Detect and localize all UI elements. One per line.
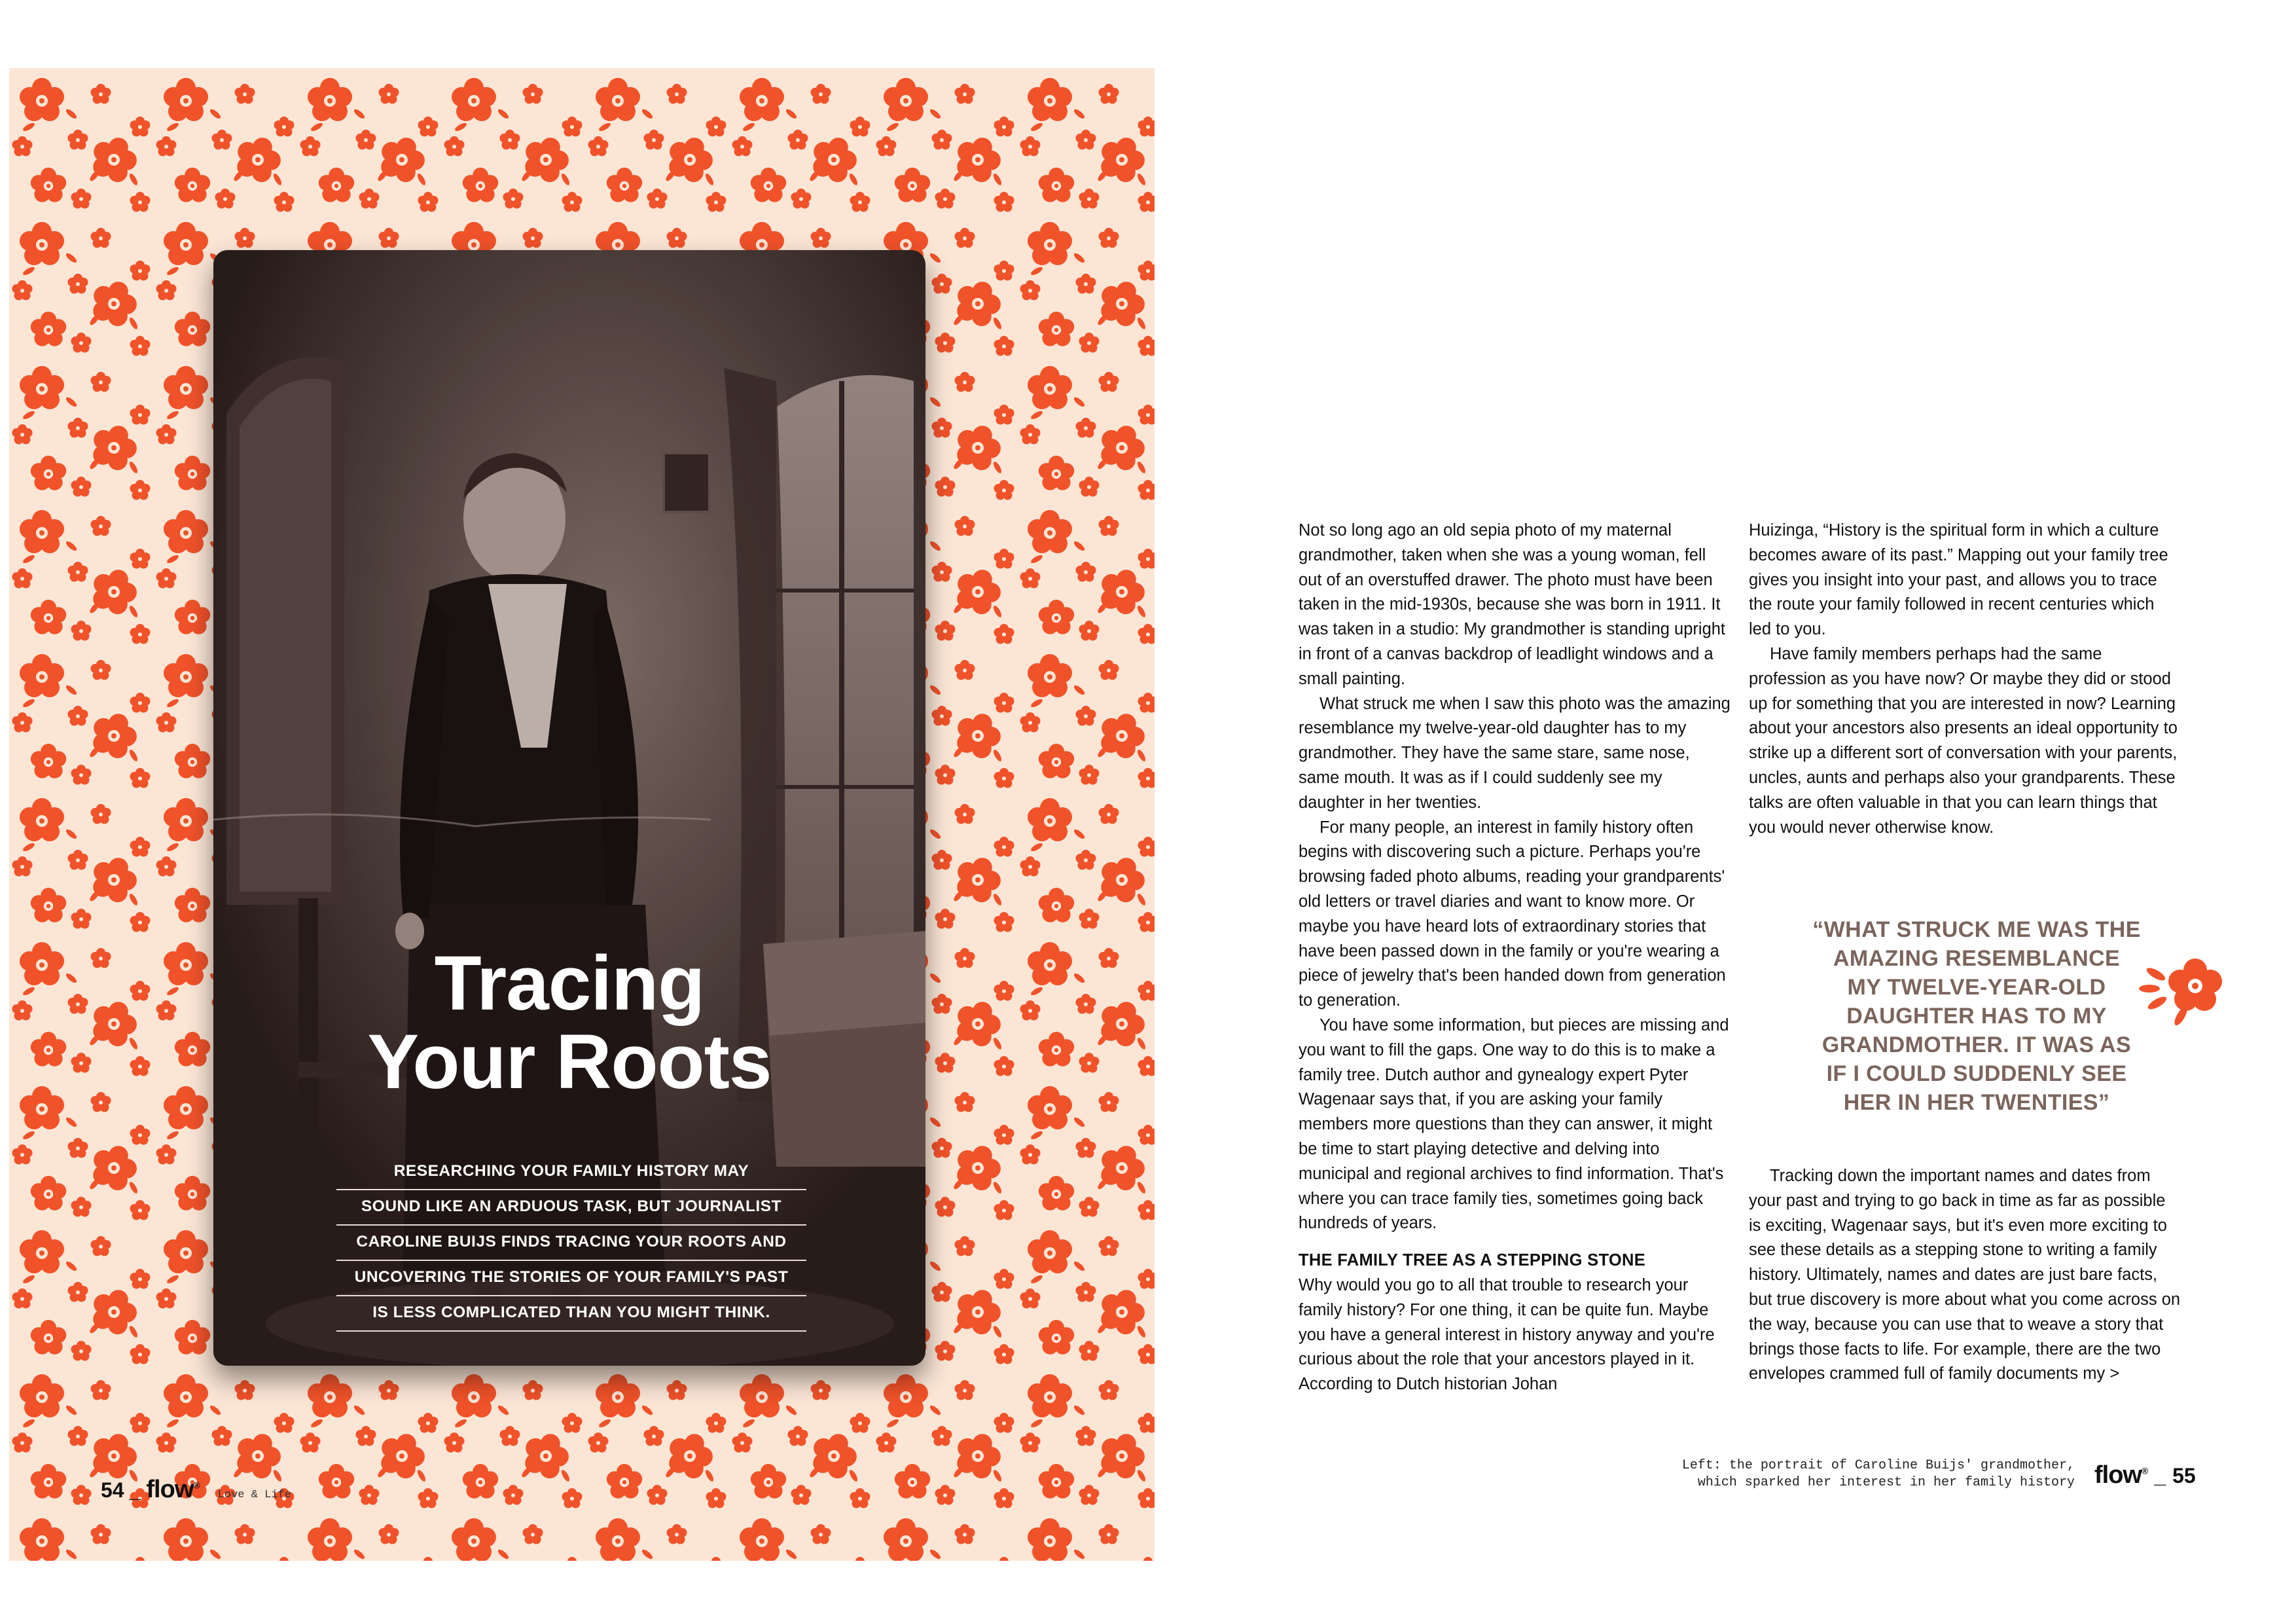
page-number-right: 55 [2172,1464,2196,1487]
body-paragraph: You have some information, but pieces are missing and you want to fill the gaps. One way to do this is to make a family tree. Dutch author and gynealogy expert Pyter Wagenaar says that, if you are asking your family members more questions than they can answer, it might be time to start playing detective and delving into municipal and regional archives to find information. That's where you can trace family ties, sometimes going back hundreds of years. [1299,1015,1729,1233]
body-paragraph: Why would you go to all that trouble to research your family history? For one thing, it can be quite fun. Maybe you have a general interest in history anyway and you're curious about the role that your ancestors played in it. According to Dutch historian Johan [1299,1275,1715,1394]
article-column-2 [1749,519,2181,840]
caption-line: which sparked her interest in her family history [1697,1475,2075,1490]
body-paragraph: What struck me when I saw this photo was the amazing resemblance my twelve-year-old daughter has to my grandmother. They have the same stare, same nose, same mouth. It was as if I could suddenly see my daughter in her twenties. [1299,694,1731,812]
caption-line: Left: the portrait of Caroline Buijs' grandmother, [1681,1458,2075,1473]
flower-ornament-icon [2130,948,2234,1027]
section-name: Love & Life [217,1489,291,1501]
article-column-1 [1299,519,1731,1397]
flow-logo [2094,1461,2147,1489]
footer-separator: _ [2154,1464,2166,1487]
body-paragraph: Not so long ago an old sepia photo of my maternal grandmother, taken when she was a young woman, fell out of an overstuffed drawer. The photo must have been taken in the mid-1930s, because she was born in 1911. It was taken in a studio: My grandmother is standing upright in front of a canvas backdrop of leadlight windows and a small painting. [1299,521,1726,688]
registered-mark: ® [193,1480,200,1491]
article-title-line2: Your Roots [367,1019,772,1105]
flow-logo-text: flow [146,1476,194,1503]
photo-caption [1604,1457,2075,1491]
article-intro [336,1155,806,1332]
body-paragraph: Huizinga, “History is the spiritual form in which a culture becomes aware of its past.” Mapping out your family tree gives you insight into your past, and allows you to trace the route your family followed in recent centuries which led to you. [1749,521,2168,639]
pull-quote-line: AMAZING RESEMBLANCE [1833,946,2121,971]
page-number-left: 54 [101,1478,124,1502]
pull-quote-line: GRANDMOTHER. IT WAS AS [1821,1032,2132,1057]
body-paragraph: Have family members perhaps had the same profession as you have now? Or maybe they did or stood up for something that you are interested in now? Learning about your ancestors also presents an ideal opportunity to strike up a different sort of conversation with your parents, uncles, aunts and perhaps also your grandparents. These talks are often valuable in that you can learn things that you would never otherwise know. [1749,644,2178,837]
body-paragraph: Tracking down the important names and dates from your past and trying to go back in time as far as possible is exciting, Wagenaar says, but it's even more exciting to see these details as a stepping stone to writing a family history. Ultimately, names and dates are just bare facts, but true discovery is more about what you come across on the way, because you can use that to weave a story that brings those facts to life. For example, there are the two envelopes crammed full of family documents my > [1749,1167,2181,1383]
registered-mark: ® [2141,1465,2148,1476]
pull-quote-line: “WHAT STRUCK ME WAS THE [1812,917,2141,942]
article-title-line1: Tracing [434,940,705,1027]
flow-logo [146,1476,199,1504]
intro-line: CAROLINE BUIJS FINDS TRACING YOUR ROOTS AND [336,1226,806,1261]
intro-line: IS LESS COMPLICATED THAN YOU MIGHT THINK. [336,1296,806,1332]
flow-logo-text: flow [2094,1461,2142,1489]
pull-quote-line: IF I COULD SUDDENLY SEE [1826,1061,2127,1086]
pull-quote-line: MY TWELVE-YEAR-OLD [1847,975,2106,1000]
pull-quote-line: DAUGHTER HAS TO MY [1846,1004,2107,1029]
intro-line: RESEARCHING YOUR FAMILY HISTORY MAY [336,1155,806,1190]
intro-line: UNCOVERING THE STORIES OF YOUR FAMILY'S PAST [336,1261,806,1296]
pull-quote [1761,915,2193,1117]
article-column-3 [1749,1164,2181,1387]
pull-quote-line: HER IN HER TWENTIES” [1843,1090,2110,1115]
left-page-footer [101,1476,291,1515]
footer-separator: _ [129,1478,141,1502]
section-subhead: THE FAMILY TREE AS A STEPPING STONE [1299,1251,1646,1270]
intro-line: SOUND LIKE AN ARDUOUS TASK, BUT JOURNALIST [336,1190,806,1226]
body-paragraph: For many people, an interest in family history often begins with discovering such a picture. Perhaps you're browsing faded photo albums, reading your grandparents' old letters or travel diaries and want to know more. Or maybe you have heard lots of extraordinary stories that have been passed down in the family or you're wearing a piece of jewelry that's been handed down from generation to generation. [1299,818,1726,1010]
grandmother-portrait-photo [213,250,925,1366]
left-page [9,68,1155,1561]
right-page-footer [2094,1461,2196,1501]
